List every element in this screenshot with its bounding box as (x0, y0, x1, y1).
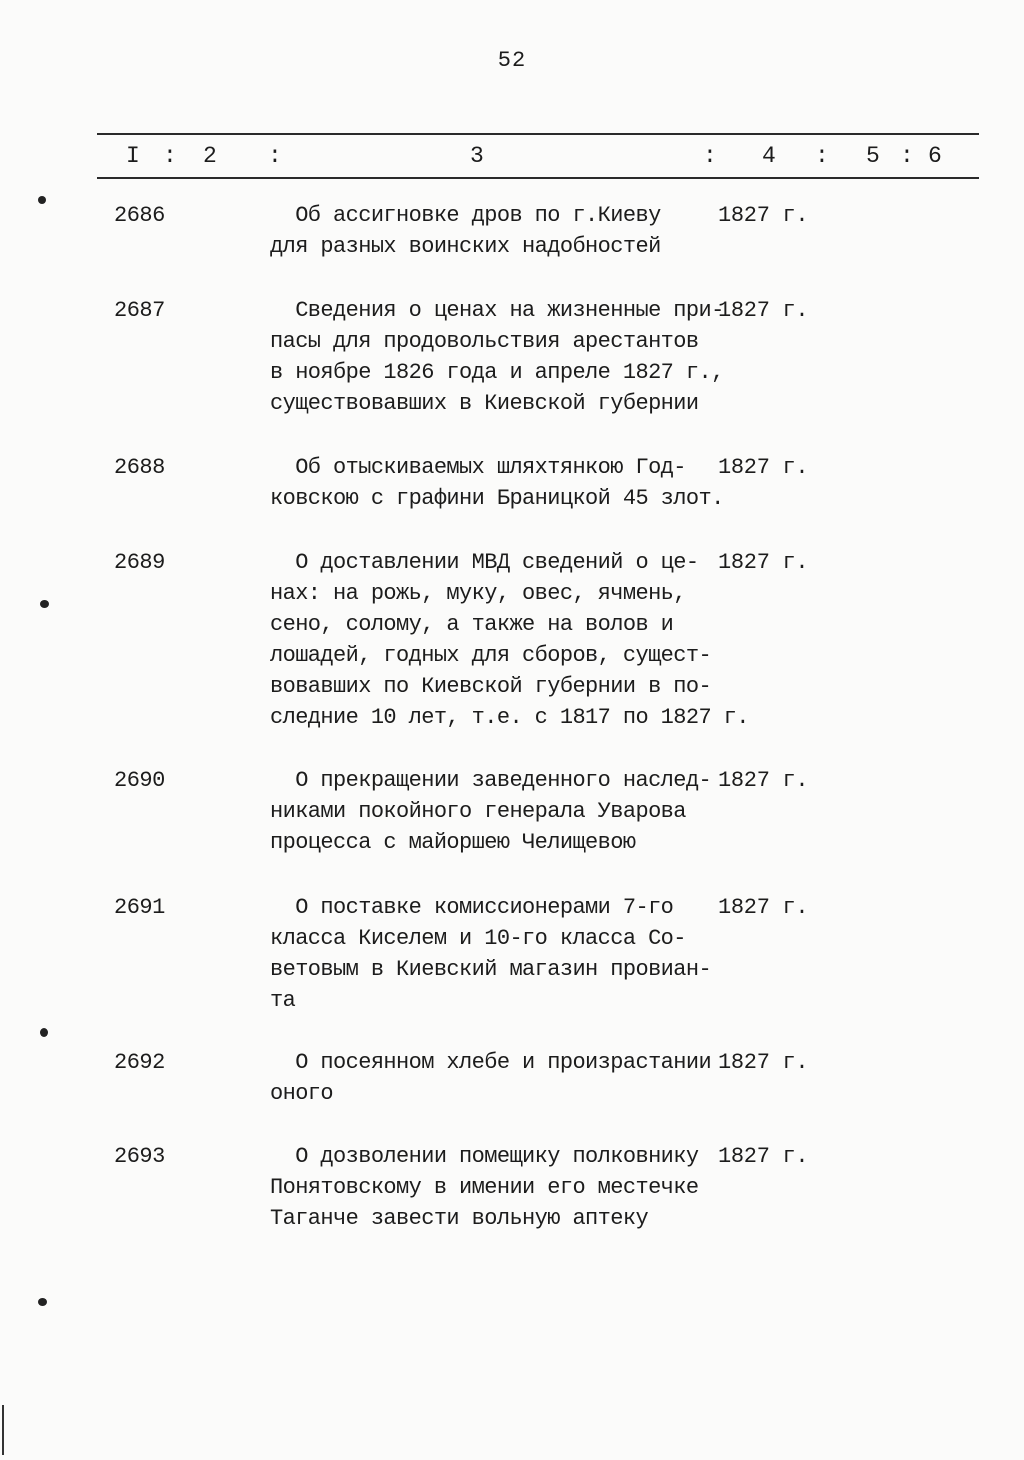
entry-number: 2692 (114, 1050, 165, 1075)
entry-description (270, 1047, 740, 1109)
ink-blot (38, 196, 46, 204)
column-separator: : (900, 143, 914, 169)
entry-year: 1827 г. (718, 895, 809, 920)
column-header-1: I (126, 143, 140, 169)
ink-blot (40, 1028, 48, 1037)
entry-line: Об ассигновке дров по г.Киеву (270, 203, 661, 228)
ink-blot (38, 1298, 47, 1306)
entry-description (270, 547, 749, 733)
entry-line: нах: на рожь, муку, овес, ячмень, (270, 581, 686, 606)
entry-description (270, 200, 740, 262)
entry-number: 2690 (114, 768, 165, 793)
entry-line: О посеянном хлебе и произрастании (270, 1050, 712, 1075)
entry-line: О доставлении МВД сведений о це- (270, 550, 699, 575)
entry-line: ковскою с графини Браницкой 45 злот. (270, 486, 724, 511)
entry-year: 1827 г. (718, 203, 809, 228)
entry-year: 1827 г. (718, 1050, 809, 1075)
entry-line: в ноябре 1826 года и апреле 1827 г., (270, 360, 724, 385)
entry-year: 1827 г. (718, 298, 809, 323)
entry-line: ветовым в Киевский магазин провиан- (270, 957, 712, 982)
ink-blot (40, 600, 49, 608)
entry-line: лошадей, годных для сборов, сущест- (270, 643, 712, 668)
table-header-bottom-rule (97, 177, 979, 179)
entry-number: 2693 (114, 1144, 165, 1169)
entry-description (270, 765, 740, 858)
entry-number: 2691 (114, 895, 165, 920)
entry-description (270, 892, 740, 1016)
entry-line: та (270, 988, 296, 1013)
entry-number: 2687 (114, 298, 165, 323)
table-header-top-rule (97, 133, 979, 135)
entry-line: существовавших в Киевской губернии (270, 391, 699, 416)
entry-line: для разных воинских надобностей (270, 234, 661, 259)
entry-line: класса Киселем и 10-го класса Со- (270, 926, 686, 951)
column-header-3: 3 (470, 143, 484, 169)
column-separator: : (268, 143, 282, 169)
column-header-6: 6 (928, 143, 942, 169)
entry-line: Понятовскому в имении его местечке (270, 1175, 699, 1200)
scan-edge-mark (2, 1405, 4, 1455)
column-separator: : (163, 143, 177, 169)
entry-year: 1827 г. (718, 455, 809, 480)
entry-description (270, 1141, 740, 1234)
entry-line: Сведения о ценах на жизненные при- (270, 298, 724, 323)
entry-description (270, 452, 740, 514)
entry-description (270, 295, 740, 419)
column-header-2: 2 (203, 143, 217, 169)
entry-year: 1827 г. (718, 768, 809, 793)
page-number: 52 (497, 48, 527, 73)
entry-number: 2686 (114, 203, 165, 228)
entry-line: процесса с майоршею Челищевою (270, 830, 636, 855)
entry-year: 1827 г. (718, 1144, 809, 1169)
entry-line: О поставке комиссионерами 7-го (270, 895, 674, 920)
entry-line: вовавших по Киевской губернии в по- (270, 674, 712, 699)
column-separator: : (703, 143, 717, 169)
entry-line: О прекращении заведенного наслед- (270, 768, 712, 793)
entry-line: О дозволении помещику полковнику (270, 1144, 699, 1169)
column-header-5: 5 (866, 143, 880, 169)
column-header-4: 4 (762, 143, 776, 169)
entry-line: оного (270, 1081, 334, 1106)
entry-number: 2688 (114, 455, 165, 480)
entry-line: Таганче завести вольную аптеку (270, 1206, 649, 1231)
entry-line: никами покойного генерала Уварова (270, 799, 686, 824)
entry-year: 1827 г. (718, 550, 809, 575)
entry-line: сено, солому, а также на волов и (270, 612, 674, 637)
column-separator: : (815, 143, 829, 169)
entry-line: следние 10 лет, т.е. с 1817 по 1827 г. (270, 705, 749, 730)
entry-line: Об отыскиваемых шляхтянкою Год- (270, 455, 686, 480)
entry-line: пасы для продовольствия арестантов (270, 329, 699, 354)
entry-number: 2689 (114, 550, 165, 575)
